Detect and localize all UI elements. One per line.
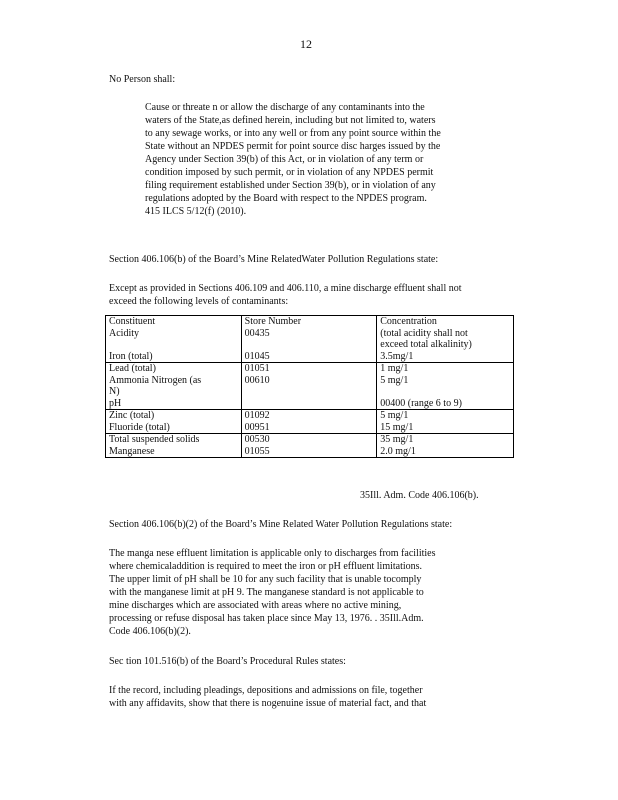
quote2-line: processing or refuse disposal has taken place since May 13, 1976. . 35Ill.Adm. — [109, 613, 424, 624]
table-cell: Iron (total) — [106, 351, 242, 363]
table-cell — [241, 339, 377, 351]
section2-heading: Section 406.106(b)(2) of the Board’s Mine Related Water Pollution Regulations state: — [109, 519, 453, 530]
table-row — [106, 434, 514, 446]
table-cell: Acidity — [106, 328, 242, 340]
quote2-line: where chemicaladdition is required to meet the iron or pH effluent limitations. — [109, 561, 423, 572]
table-row — [106, 386, 514, 398]
quote3-line: with any affidavits, show that there is nogenuine issue of material fact, and that — [109, 698, 427, 709]
table-cell — [241, 386, 377, 398]
table-cell: exceed total alkalinity) — [377, 339, 514, 351]
citation-1: 35Ill. Adm. Code 406.106(b). — [360, 490, 479, 501]
quote2-line: Code 406.106(b)(2). — [109, 626, 191, 637]
table-cell — [241, 398, 377, 410]
table-cell: 01045 — [241, 351, 377, 363]
table-cell: 15 mg/1 — [377, 422, 514, 434]
quote1-line: regulations adopted by the Board with respect to the NPDES program. — [145, 193, 427, 204]
table-cell: 01051 — [241, 363, 377, 375]
table-cell: 00530 — [241, 434, 377, 446]
table-row — [106, 339, 514, 351]
table-cell: 3.5mg/1 — [377, 351, 514, 363]
table-cell: Fluoride (total) — [106, 422, 242, 434]
table-header-cell: Store Number — [241, 316, 377, 328]
table-cell: 00435 — [241, 328, 377, 340]
intro-line: No Person shall: — [109, 74, 176, 85]
quote1-line: filing requirement established under Section 39(b), or in violation of any — [145, 180, 436, 191]
table-row — [106, 446, 514, 458]
table-cell: N) — [106, 386, 242, 398]
table-header-cell: Constituent — [106, 316, 242, 328]
quote1-line: 415 ILCS 5/12(f) (2010). — [145, 206, 247, 217]
quote1-line: condition imposed by such permit, or in violation of any NPDES permit — [145, 167, 434, 178]
quote2-line: The upper limit of pH shall be 10 for any such facility that is unable tocomply — [109, 574, 422, 585]
table-cell: Zinc (total) — [106, 410, 242, 422]
table-row — [106, 375, 514, 387]
section1-heading: Section 406.106(b) of the Board’s Mine RelatedWater Pollution Regulations state: — [109, 254, 439, 265]
table-row — [106, 363, 514, 375]
table-cell: 00610 — [241, 375, 377, 387]
table-cell: 5 mg/1 — [377, 410, 514, 422]
table-cell: 35 mg/1 — [377, 434, 514, 446]
table-cell: 01055 — [241, 446, 377, 458]
section1-text-line: Except as provided in Sections 406.109 and 406.110, a mine discharge effluent shall not — [109, 283, 462, 294]
table-cell: (total acidity shall not — [377, 328, 514, 340]
table-cell — [106, 339, 242, 351]
quote1-line: to any sewage works, or into any well or from any point source within the — [145, 128, 441, 139]
table-header-cell: Concentration — [377, 316, 514, 328]
page-number: 12 — [300, 37, 312, 51]
table-row — [106, 351, 514, 363]
table-row — [106, 422, 514, 434]
table-cell — [377, 386, 514, 398]
table-row — [106, 410, 514, 422]
table-row — [106, 328, 514, 340]
quote2-line: with the manganese limit at pH 9. The manganese standard is not applicable to — [109, 587, 424, 598]
quote2-line: The manga nese effluent limitation is applicable only to discharges from facilities — [109, 548, 436, 559]
contaminants-table — [105, 315, 514, 458]
quote1-line: Agency under Section 39(b) of this Act, or in violation of any term or — [145, 154, 424, 165]
quote3-line: If the record, including pleadings, depositions and admissions on file, together — [109, 685, 423, 696]
table-cell: pH — [106, 398, 242, 410]
quote1-line: State without an NPDES permit for point source disc harges issued by the — [145, 141, 441, 152]
table-cell: Manganese — [106, 446, 242, 458]
quote1-line: waters of the State,as defined herein, including but not limited to, waters — [145, 115, 436, 126]
quote1-line: Cause or threate n or allow the discharge of any contaminants into the — [145, 102, 425, 113]
table-cell: 1 mg/1 — [377, 363, 514, 375]
table-cell: 2.0 mg/1 — [377, 446, 514, 458]
section3-heading: Sec tion 101.516(b) of the Board’s Procedural Rules states: — [109, 656, 346, 667]
table-cell: Lead (total) — [106, 363, 242, 375]
quote2-line: mine discharges which are associated with areas where no active mining, — [109, 600, 402, 611]
table-cell: Total suspended solids — [106, 434, 242, 446]
section1-text-line: exceed the following levels of contaminants: — [109, 296, 289, 307]
table-cell: 00951 — [241, 422, 377, 434]
table-cell: Ammonia Nitrogen (as — [106, 375, 242, 387]
table-row — [106, 398, 514, 410]
table-cell: 01092 — [241, 410, 377, 422]
table-cell: 00400 (range 6 to 9) — [377, 398, 514, 410]
table-header-row — [106, 316, 514, 328]
table-cell: 5 mg/1 — [377, 375, 514, 387]
